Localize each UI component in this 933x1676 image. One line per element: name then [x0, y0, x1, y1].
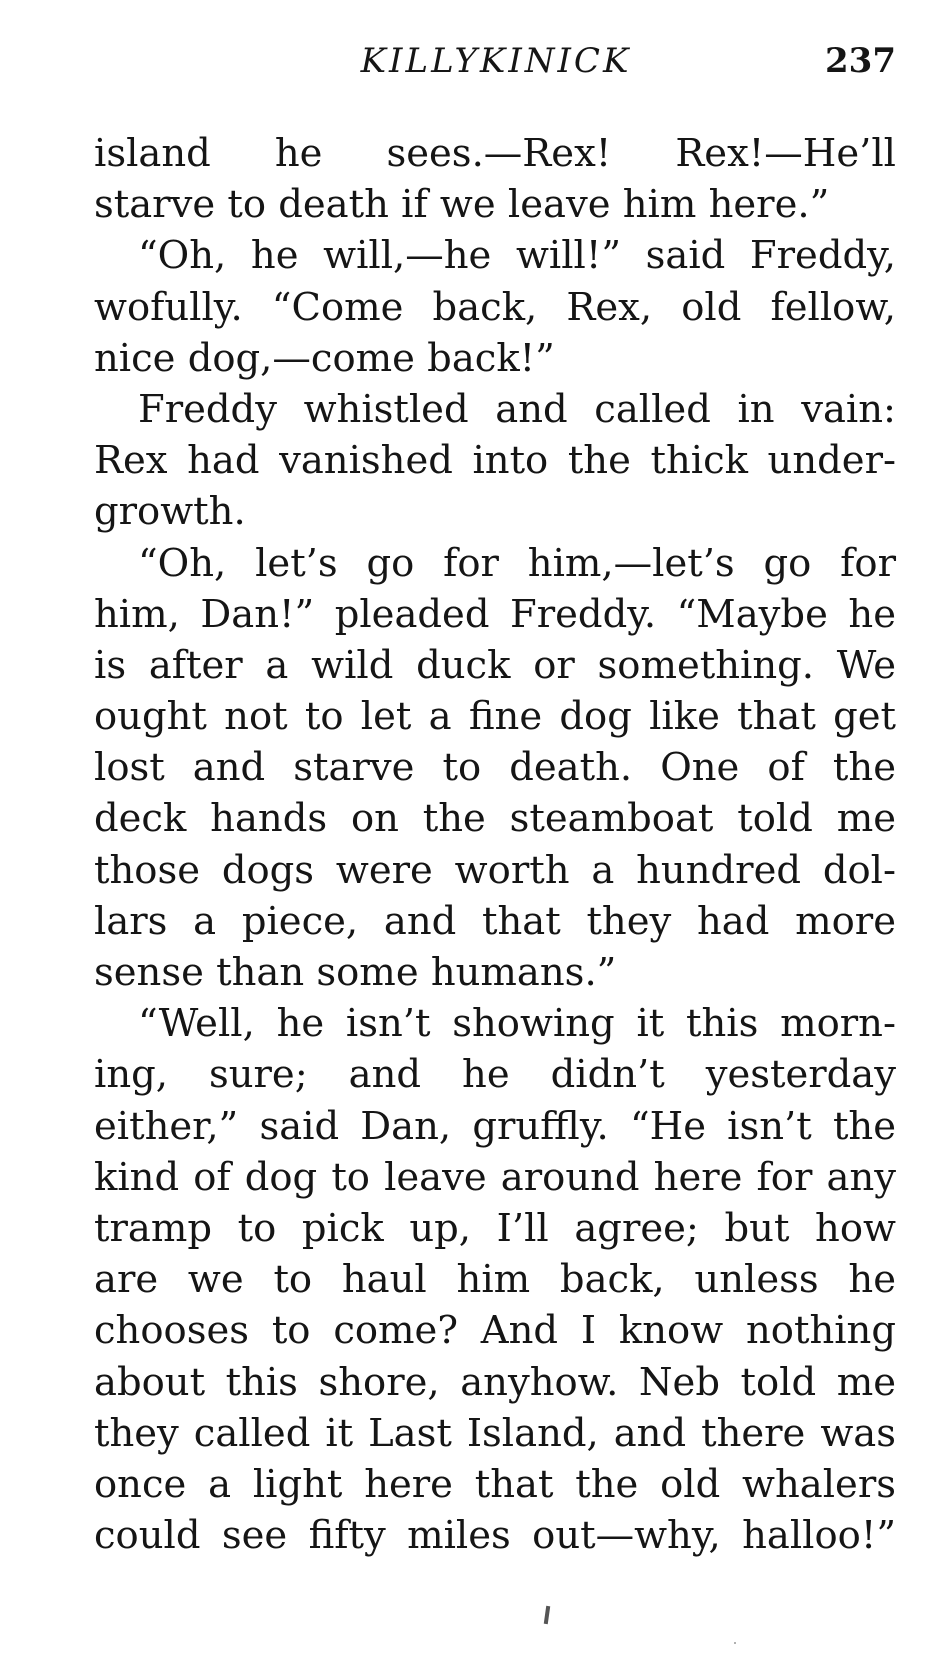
printer-mark: [544, 1606, 550, 1624]
text-line: wofully. “Come back, Rex, old fellow,: [94, 284, 896, 330]
paper-speck: [734, 1642, 736, 1644]
text-line: are we to haul him back, unless he: [94, 1257, 896, 1303]
text-line: island he sees.—Rex! Rex!—He’ll: [94, 131, 896, 176]
text-line: chooses to come? And I know nothing: [94, 1308, 896, 1354]
text-line: those dogs were worth a hundred dol-: [94, 847, 896, 893]
text-line: deck hands on the steamboat told me: [94, 796, 896, 842]
text-line: either,” said Dan, gruffly. “He isn’t the: [94, 1103, 896, 1149]
running-head: [96, 38, 896, 94]
page-number: 237: [825, 41, 896, 81]
text-line: ought not to let a fine dog like that get: [94, 694, 896, 740]
paragraph-2: [94, 230, 896, 384]
text-line: sense than some humans.”: [94, 950, 617, 995]
text-line: kind of dog to leave around here for any: [94, 1154, 896, 1200]
text-line: Freddy whistled and called in vain:: [138, 386, 896, 432]
text-line: lars a piece, and that they had more: [94, 898, 896, 944]
text-line: growth.: [94, 489, 246, 535]
text-line: “Oh, he will,—he will!” said Freddy,: [138, 233, 896, 279]
paragraph-5: [94, 998, 896, 1561]
text-line: about this shore, anyhow. Neb told me: [94, 1359, 896, 1405]
text-line: could see fifty miles out—why, halloo!”: [94, 1513, 896, 1559]
body-text: [94, 128, 896, 1561]
paragraph-3: [94, 384, 896, 538]
running-title: KILLYKINICK: [360, 41, 632, 81]
text-line: tramp to pick up, I’ll agree; but how: [94, 1205, 896, 1251]
text-line: “Well, he isn’t showing it this morn-: [138, 1001, 896, 1047]
text-line: Rex had vanished into the thick under-: [94, 438, 896, 484]
text-line: is after a wild duck or something. We: [94, 642, 896, 688]
text-line: ing, sure; and he didn’t yesterday: [94, 1052, 896, 1098]
text-line: “Oh, let’s go for him,—let’s go for: [138, 540, 896, 586]
text-line: once a light here that the old whalers: [94, 1461, 896, 1507]
text-line: nice dog,—come back!”: [94, 335, 555, 381]
text-line: starve to death if we leave him here.”: [94, 182, 830, 228]
text-line: him, Dan!” pleaded Freddy. “Maybe he: [94, 591, 896, 637]
text-line: lost and starve to death. One of the: [94, 745, 896, 791]
paragraph-1: [94, 128, 896, 230]
paragraph-4: [94, 538, 896, 999]
text-line: they called it Last Island, and there was: [94, 1410, 896, 1456]
